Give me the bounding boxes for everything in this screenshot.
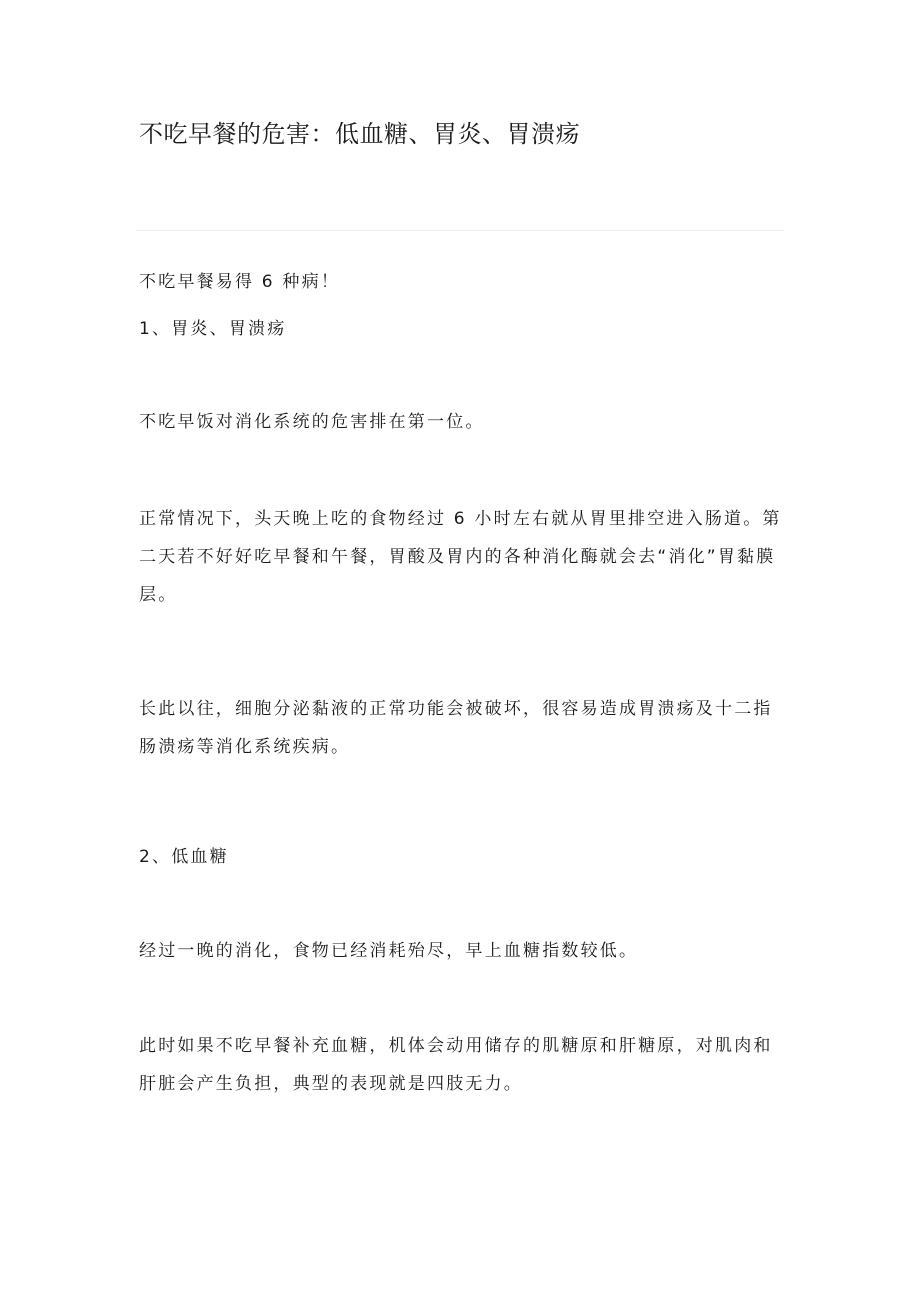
title-divider [136, 230, 784, 231]
paragraph-digestive-harm: 不吃早饭对消化系统的危害排在第一位。 [139, 412, 485, 432]
paragraph-intro: 不吃早餐易得 6 种病！ [139, 272, 341, 292]
paragraph-morning-blood-sugar: 经过一晚的消化，食物已经消耗殆尽，早上血糖指数较低。 [139, 941, 639, 961]
paragraph-ulcer-risk: 长此以往，细胞分泌黏液的正常功能会被破坏，很容易造成胃溃疡及十二指肠溃疡等消化系统疾病。 [139, 699, 773, 757]
section-heading-hypoglycemia: 2、低血糖 [139, 847, 229, 867]
paragraph-glycogen-burden: 此时如果不吃早餐补充血糖，机体会动用储存的肌糖原和肝糖原，对肌肉和肝脏会产生负担，典型的表现就是四肢无力。 [139, 1036, 773, 1094]
paragraph-normal-digestion: 正常情况下，头天晚上吃的食物经过 6 小时左右就从胃里排空进入肠道。第二天若不好好吃早餐和午餐，胃酸及胃内的各种消化酶就会去“消化”胃黏膜层。 [139, 509, 782, 605]
document-title: 不吃早餐的危害：低血糖、胃炎、胃溃疡 [139, 120, 580, 148]
section-heading-gastritis: 1、胃炎、胃溃疡 [139, 319, 287, 339]
